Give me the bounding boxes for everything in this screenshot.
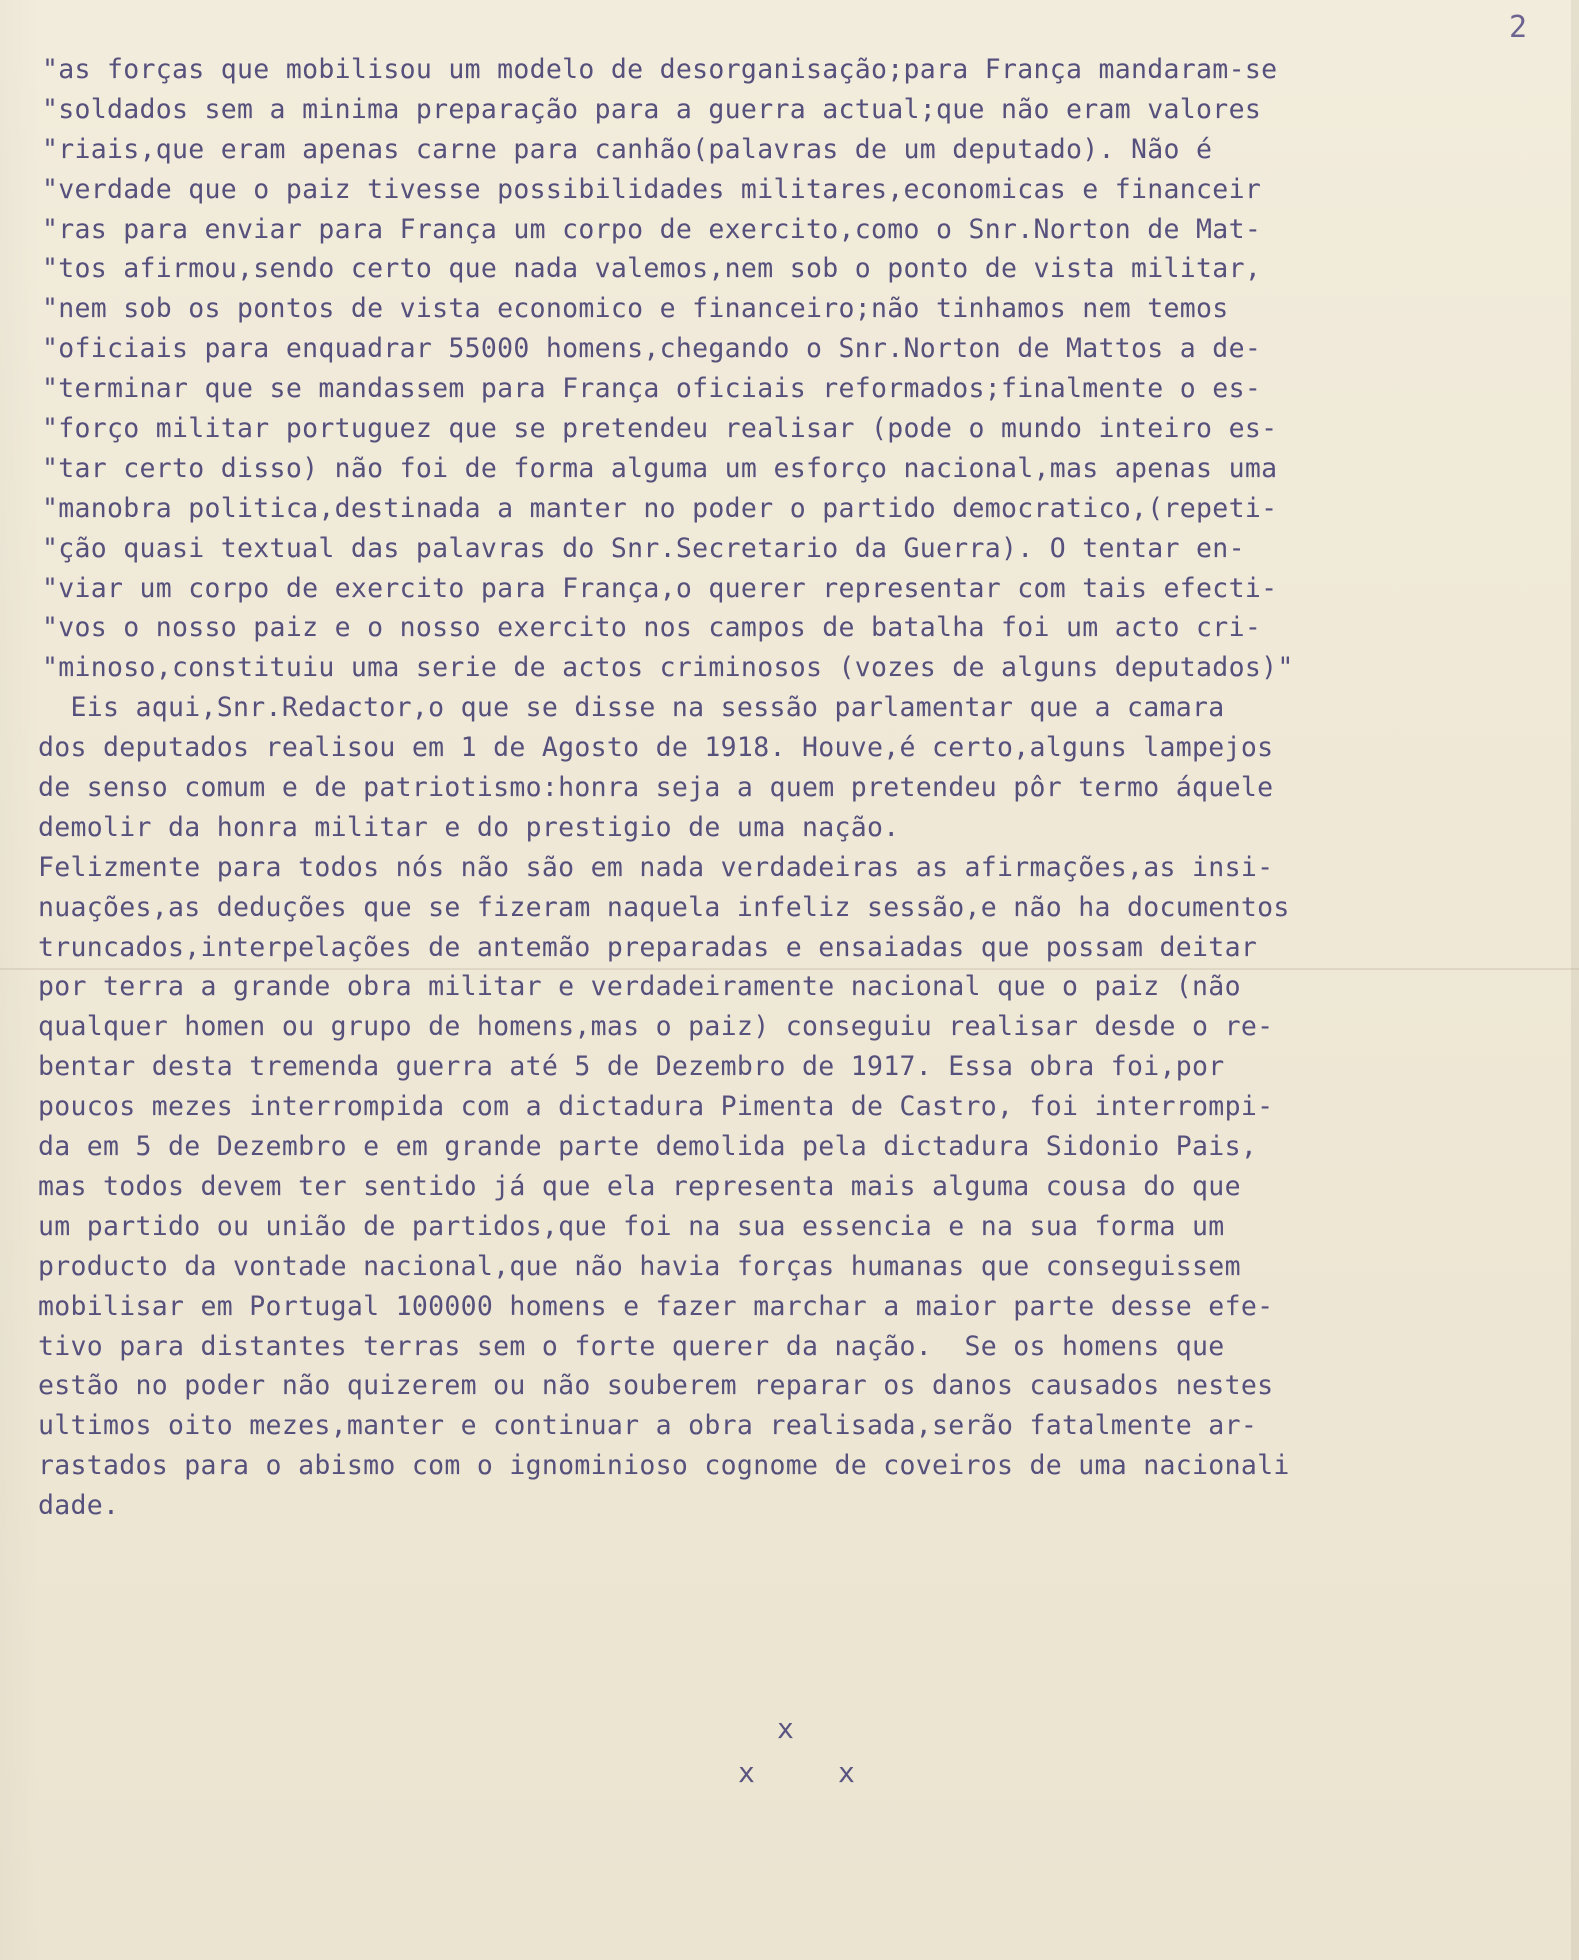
text-line: rastados para o abismo com o ignominioso cognome de coveiros de uma nacionali bbox=[38, 1450, 1290, 1482]
text-line: "oficiais para enquadrar 55000 homens,chegando o Snr.Norton de Mattos a de- bbox=[42, 333, 1262, 365]
text-line: poucos mezes interrompida com a dictadura Pimenta de Castro, foi interrompi- bbox=[38, 1091, 1274, 1123]
text-line: mobilisar em Portugal 100000 homens e fazer marchar a maior parte desse efe- bbox=[38, 1290, 1274, 1322]
text-line: "soldados sem a minima preparação para a guerra actual;que não eram valores bbox=[42, 93, 1262, 125]
text-line: "riais,que eram apenas carne para canhão(palavras de um deputado). Não é bbox=[42, 133, 1213, 165]
closing-marks bbox=[0, 1712, 1579, 1832]
closing-mark: x bbox=[738, 1756, 755, 1789]
text-line: nuações,as deduções que se fizeram naquela infeliz sessão,e não ha documentos bbox=[38, 891, 1290, 923]
text-line: bentar desta tremenda guerra até 5 de Dezembro de 1917. Essa obra foi,por bbox=[38, 1051, 1225, 1083]
text-line: "minoso,constituiu uma serie de actos criminosos (vozes de alguns deputados)" bbox=[42, 652, 1294, 684]
text-line: Felizmente para todos nós não são em nada verdadeiras as afirmações,as insi- bbox=[38, 851, 1274, 883]
text-line: um partido ou união de partidos,que foi na sua essencia e na sua forma um bbox=[38, 1210, 1225, 1242]
text-line: estão no poder não quizerem ou não souberem reparar os danos causados nestes bbox=[38, 1370, 1274, 1402]
text-line: producto da vontade nacional,que não havia forças humanas que conseguissem bbox=[38, 1250, 1241, 1282]
typed-text-body bbox=[38, 50, 1558, 1526]
text-line: "forço militar portuguez que se pretendeu realisar (pode o mundo inteiro es- bbox=[42, 413, 1278, 445]
closing-mark: x bbox=[777, 1712, 794, 1745]
text-line: de senso comum e de patriotismo:honra seja a quem pretendeu pôr termo áquele bbox=[38, 772, 1274, 804]
text-line: mas todos devem ter sentido já que ela representa mais alguma cousa do que bbox=[38, 1170, 1241, 1202]
text-line: da em 5 de Dezembro e em grande parte demolida pela dictadura Sidonio Pais, bbox=[38, 1131, 1258, 1163]
text-line: "tar certo disso) não foi de forma alguma um esforço nacional,mas apenas uma bbox=[42, 452, 1278, 484]
text-line: "viar um corpo de exercito para França,o querer representar com tais efecti- bbox=[42, 572, 1278, 604]
text-line: "terminar que se mandassem para França oficiais reformados;finalmente o es- bbox=[42, 373, 1262, 405]
text-line: Eis aqui,Snr.Redactor,o que se disse na sessão parlamentar que a camara bbox=[38, 692, 1225, 724]
text-line: "tos afirmou,sendo certo que nada valemos,nem sob o ponto de vista militar, bbox=[42, 253, 1262, 285]
text-line: qualquer homen ou grupo de homens,mas o paiz) conseguiu realisar desde o re- bbox=[38, 1011, 1274, 1043]
text-line: tivo para distantes terras sem o forte querer da nação. Se os homens que bbox=[38, 1330, 1225, 1362]
text-line: "nem sob os pontos de vista economico e financeiro;não tinhamos nem temos bbox=[42, 293, 1229, 325]
closing-mark: x bbox=[838, 1756, 855, 1789]
text-line: "as forças que mobilisou um modelo de desorganisação;para França mandaram-se bbox=[42, 54, 1278, 85]
text-line: "vos o nosso paiz e o nosso exercito nos campos de batalha foi um acto cri- bbox=[42, 612, 1262, 644]
text-line: dos deputados realisou em 1 de Agosto de 1918. Houve,é certo,alguns lampejos bbox=[38, 732, 1274, 764]
text-line: demolir da honra militar e do prestigio de uma nação. bbox=[38, 811, 900, 843]
text-line: truncados,interpelações de antemão preparadas e ensaiadas que possam deitar bbox=[38, 931, 1258, 963]
text-line: dade. bbox=[38, 1490, 120, 1522]
text-line: "verdade que o paiz tivesse possibilidades militares,economicas e financeir bbox=[42, 173, 1262, 205]
text-line: ultimos oito mezes,manter e continuar a obra realisada,serão fatalmente ar- bbox=[38, 1410, 1258, 1442]
text-line: "ção quasi textual das palavras do Snr.Secretario da Guerra). O tentar en- bbox=[42, 532, 1245, 564]
text-line: "ras para enviar para França um corpo de exercito,como o Snr.Norton de Mat- bbox=[42, 213, 1262, 245]
page-number: 2 bbox=[1509, 10, 1529, 45]
text-line: por terra a grande obra militar e verdadeiramente nacional que o paiz (não bbox=[38, 971, 1241, 1003]
text-line: "manobra politica,destinada a manter no poder o partido democratico,(repeti- bbox=[42, 492, 1278, 524]
